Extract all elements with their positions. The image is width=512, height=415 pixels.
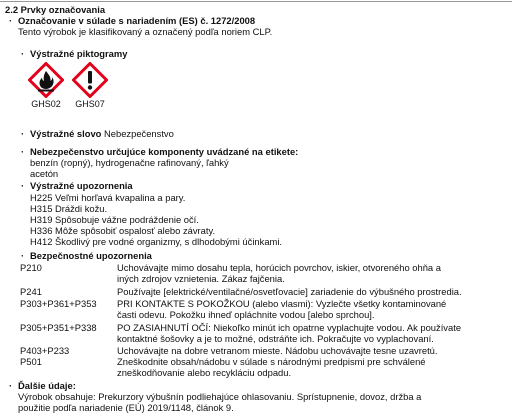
signal-word-value: Nebezpečenstvo <box>104 128 174 139</box>
precautionary-text: Používajte [elektrické/ventilačné/osvetľovacie] zariadenie do výbušného prostredia. <box>117 286 462 297</box>
precautionary-text: časti odevu. Pokožku ihneď opláchnite vodou [alebo sprchou]. <box>117 309 375 320</box>
precautionary-text: zneškodňovanie alebo recykláciu odpadu. <box>117 367 292 378</box>
precautionary-text: iných zdrojov vznietenia. Zákaz fajčenia. <box>117 273 285 284</box>
hazard-statement: H336 Môže spôsobiť ospalosť alebo závraty. <box>30 225 216 236</box>
precautionary-code: P241 <box>20 286 42 297</box>
hazard-statement: H412 Škodlivý pre vodné organizmy, s dlhodobými účinkami. <box>30 236 283 247</box>
precautionary-code: P303+P361+P353 <box>20 298 97 309</box>
section-subtitle: · Označovanie v súlade s nariadením (ES) č. 1272/2008 <box>18 15 255 26</box>
hazard-statement: H319 Spôsobuje vážne podráždenie očí. <box>30 214 199 225</box>
exclamation-icon <box>72 62 108 98</box>
precautionary-text: Uchovávajte mimo dosahu tepla, horúcich povrchov, iskier, otvoreného ohňa a <box>117 262 441 273</box>
signal-word-row <box>30 128 174 139</box>
precautionary-text: kontaktné šošovky a je to možné, odstráňte ich. Pokračujte vo vyplachovaní. <box>117 333 434 344</box>
additional-text: Výrobok obsahuje: Prekurzory výbušnín podliehajúce ohlasovaniu. Sprístupnenie, dovoz, držba a <box>18 391 422 402</box>
flame-icon <box>28 62 64 98</box>
precautionary-code: P210 <box>20 262 42 273</box>
hazard-statement: H225 Veľmi horľavá kvapalina a pary. <box>30 192 186 203</box>
precautionary-text: Uchovávajte na dobre vetranom mieste. Nádobu uchovávajte tesne uzavretú. <box>117 345 438 356</box>
top-rule <box>0 1 512 2</box>
precautionary-text: PO ZASIAHNUTÍ OČÍ: Niekoľko minút ich opatrne vyplachujte vodou. Ak používate <box>117 322 462 333</box>
hazard-statement: H315 Dráždi kožu. <box>30 203 108 214</box>
signal-word-label: Výstražné slovo <box>30 128 102 139</box>
pictogram-ghs07 <box>70 62 110 110</box>
pictogram-code: GHS02 <box>31 99 61 109</box>
precautionary-code: P305+P351+P338 <box>20 322 97 333</box>
component-item: benzín (ropný), hydrogenačne rafinovaný, ľahký <box>30 157 229 168</box>
additional-text: použitie podľa nariadenie (EÚ) 2019/1148, článok 9. <box>18 402 234 413</box>
pictogram-code: GHS07 <box>75 99 105 109</box>
precautionary-text: Zneškodnite obsah/nádobu v súlade s národnými predpismi pre schválené <box>117 356 426 367</box>
component-item: acetón <box>30 168 59 179</box>
pictograms-heading: · Výstražné piktogramy <box>30 48 127 59</box>
section-title: 2.2 Prvky označovania <box>5 4 106 15</box>
section-intro: Tento výrobok je klasifikovaný a označený podľa noriem CLP. <box>18 26 273 37</box>
precautionary-text: PRI KONTAKTE S POKOŽKOU (alebo vlasmi): Vyzlečte všetky kontaminované <box>117 298 447 309</box>
pictogram-ghs02 <box>26 62 66 110</box>
components-heading: · Nebezpečenstvo určujúce komponenty uvádzané na etikete: <box>30 146 298 157</box>
hazard-heading: · Výstražné upozornenia <box>30 180 133 191</box>
precautionary-code: P501 <box>20 356 42 367</box>
precautionary-heading: · Bezpečnostné upozornenia <box>30 250 152 261</box>
precautionary-code: P403+P233 <box>20 345 70 356</box>
additional-heading: · Ďalšie údaje: <box>18 380 76 391</box>
